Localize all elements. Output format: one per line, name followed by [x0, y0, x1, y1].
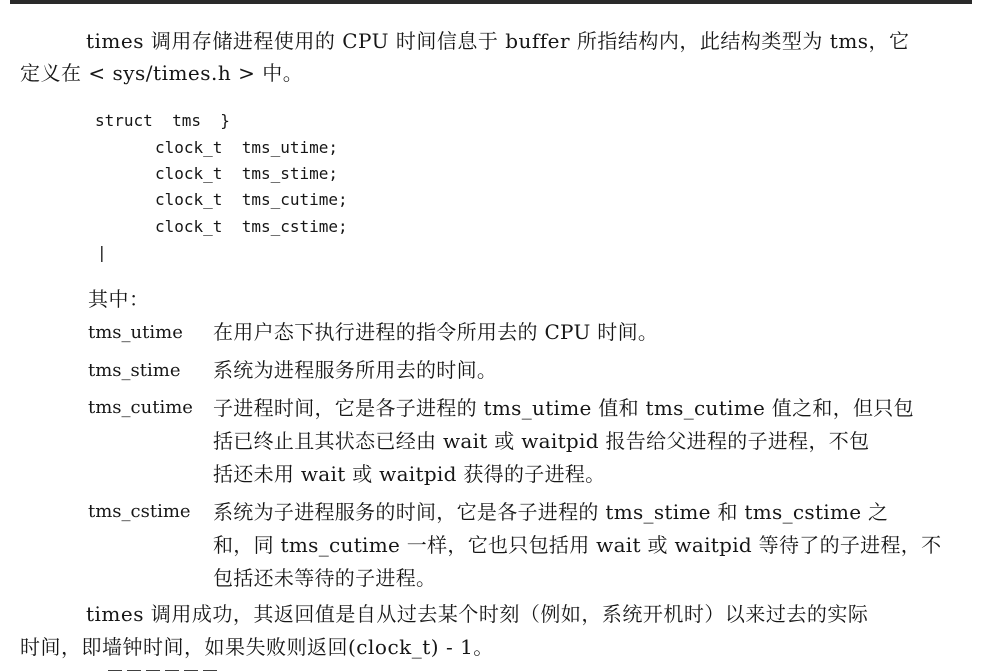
definition-text: 包括还未等待的子进程。	[213, 566, 437, 590]
definition-text: 括还未用 wait 或 waitpid 获得的子进程。	[213, 462, 606, 486]
code-line: clock_t tms_stime;	[155, 164, 339, 183]
intro-paragraph-line-1: times 调用存储进程使用的 CPU 时间信息于 buffer 所指结构内，此结构类型为 tms，它	[86, 29, 910, 53]
definition-term: tms_stime	[88, 360, 181, 381]
definition-text: 在用户态下执行进程的指令所用去的 CPU 时间。	[213, 320, 659, 344]
definition-term: tms_utime	[88, 322, 183, 343]
cut-off-next-line	[108, 663, 258, 671]
definition-text: 和，同 tms_cutime 一样，它也只包括用 wait 或 waitpid 等待了的子进程，不	[213, 533, 942, 557]
outro-paragraph-line-1: times 调用成功，其返回值是自从过去某个时刻（例如，系统开机时）以来过去的实际	[86, 602, 869, 626]
code-line: clock_t tms_utime;	[155, 138, 339, 157]
definition-term: tms_cutime	[88, 397, 193, 418]
definition-term: tms_cstime	[88, 501, 191, 522]
top-rule	[10, 0, 972, 4]
definition-text: 子进程时间，它是各子进程的 tms_utime 值和 tms_cutime 值之和，但只包	[213, 396, 914, 420]
definition-text: 括已终止且其状态已经由 wait 或 waitpid 报告给父进程的子进程，不包	[213, 429, 870, 453]
wherein-label: 其中：	[88, 287, 150, 311]
code-line: struct tms }	[95, 111, 230, 130]
intro-paragraph-line-2: 定义在 < sys/times.h > 中。	[20, 61, 304, 85]
code-line: clock_t tms_cstime;	[155, 217, 348, 236]
definition-text: 系统为子进程服务的时间，它是各子进程的 tms_stime 和 tms_cstime 之	[213, 500, 889, 524]
code-line: clock_t tms_cutime;	[155, 190, 348, 209]
definition-text: 系统为进程服务所用去的时间。	[213, 358, 498, 382]
outro-paragraph-line-2: 时间，即墙钟时间，如果失败则返回(clock_t) - 1。	[20, 635, 494, 659]
code-line: |	[97, 243, 107, 262]
